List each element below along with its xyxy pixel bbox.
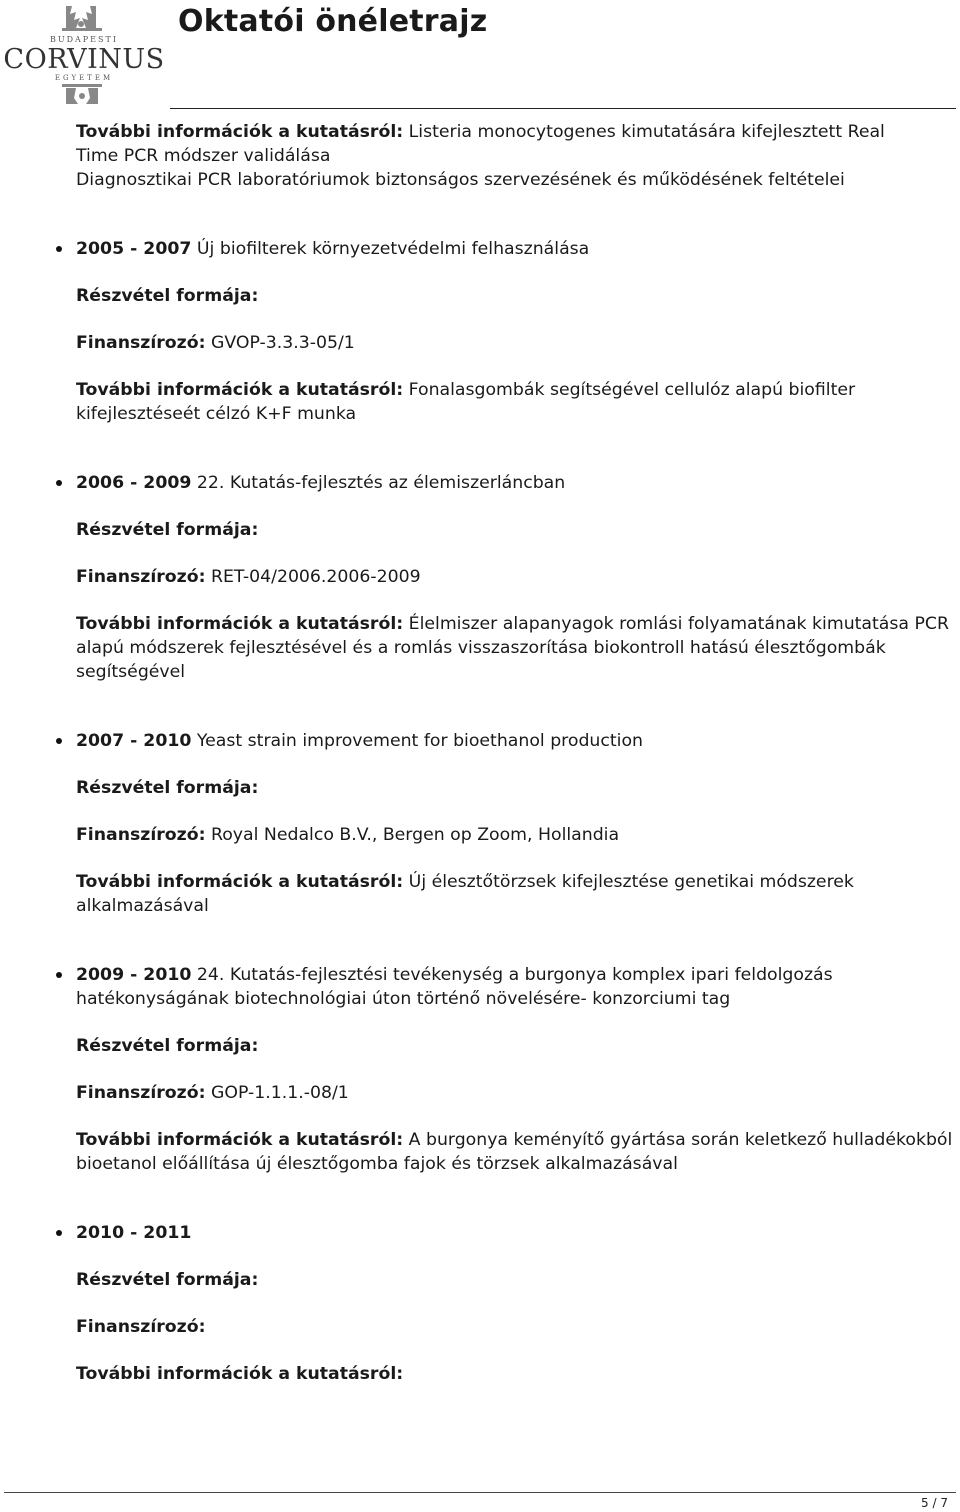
info-label: További információk a kutatásról: (76, 380, 404, 400)
bullet-icon (56, 1230, 62, 1236)
corvinus-university-logo-icon (4, 4, 166, 106)
funder-label: Finanszírozó: (76, 333, 206, 353)
project-title: Új biofilterek környezetvédelmi felhasználása (196, 239, 590, 259)
project-years: 2007 - 2010 (76, 731, 192, 751)
info-label: További információk a kutatásról: (76, 872, 404, 892)
project-title: 22. Kutatás-fejlesztés az élemiszerláncban (196, 473, 566, 493)
info-value: A burgonya keményítő gyártása során keletkező hulladékokból bioetanol előállítása új élesztőgomba fajok és törzsek alkalmazásával (76, 1130, 953, 1174)
info-label: További információk a kutatásról: (76, 122, 404, 142)
project-years: 2005 - 2007 (76, 239, 192, 259)
funder-label: Finanszírozó: (76, 1317, 206, 1337)
university-logo (4, 4, 166, 106)
participation-label: Részvétel formája: (76, 1036, 259, 1056)
funder-value: RET-04/2006.2006-2009 (211, 567, 421, 587)
info-label: További információk a kutatásról: (76, 614, 404, 634)
project-item (76, 729, 956, 918)
page-title: Oktatói önéletrajz (178, 4, 488, 39)
funder-value: Royal Nedalco B.V., Bergen op Zoom, Hollandia (211, 825, 620, 845)
project-years: 2006 - 2009 (76, 473, 192, 493)
header-divider (170, 108, 956, 109)
funder-value: GOP-1.1.1.-08/1 (211, 1083, 349, 1103)
project-title: Yeast strain improvement for bioethanol production (196, 731, 643, 751)
info-text-line2: Time PCR módszer validálása (76, 146, 331, 166)
info-value: Fonalasgombák segítségével cellulóz alapú biofilter kifejlesztéseét célzó K+F munka (76, 380, 856, 424)
funder-label: Finanszírozó: (76, 825, 206, 845)
project-item (76, 237, 956, 426)
bullet-icon (56, 480, 62, 486)
funder-label: Finanszírozó: (76, 1083, 206, 1103)
project-item (76, 963, 956, 1176)
info-value: Élelmiszer alapanyagok romlási folyamatának kimutatása PCR alapú módszerek fejlesztésével és a romlás visszaszorítása biokontroll hatású élesztőgombák segítségével (76, 614, 949, 682)
funder-value: GVOP-3.3.3-05/1 (211, 333, 355, 353)
info-label: További információk a kutatásról: (76, 1364, 404, 1384)
project-title: 24. Kutatás-fejlesztési tevékenység a burgonya komplex ipari feldolgozás hatékonyságának biotechnológiai úton történő növelésére- konzorciumi tag (76, 965, 833, 1009)
logo-top-text: BUDAPESTI (49, 35, 119, 44)
project-item (76, 471, 956, 684)
participation-label: Részvétel formája: (76, 1270, 259, 1290)
funder-label: Finanszírozó: (76, 567, 206, 587)
project-years: 2010 - 2011 (76, 1223, 192, 1243)
project-years: 2009 - 2010 (76, 965, 192, 985)
info-text-line1: Listeria monocytogenes kimutatására kifejlesztett Real (408, 122, 885, 142)
info-label: További információk a kutatásról: (76, 1130, 404, 1150)
bullet-icon (56, 246, 62, 252)
cv-content (76, 120, 956, 1386)
bullet-icon (56, 738, 62, 744)
participation-label: Részvétel formája: (76, 778, 259, 798)
footer-divider (4, 1492, 956, 1493)
info-text-line3: Diagnosztikai PCR laboratóriumok biztonságos szervezésének és működésének feltételei (76, 170, 845, 190)
bullet-icon (56, 972, 62, 978)
page-number: 5 / 7 (921, 1496, 948, 1510)
participation-label: Részvétel formája: (76, 286, 259, 306)
logo-bottom-text: EGYETEM (54, 74, 114, 82)
logo-main-text: CORVINUS (4, 44, 165, 75)
participation-label: Részvétel formája: (76, 520, 259, 540)
project-item (76, 1221, 956, 1386)
previous-project-info (76, 120, 956, 192)
info-value: Új élesztőtörzsek kifejlesztése genetikai módszerek alkalmazásával (76, 872, 854, 916)
